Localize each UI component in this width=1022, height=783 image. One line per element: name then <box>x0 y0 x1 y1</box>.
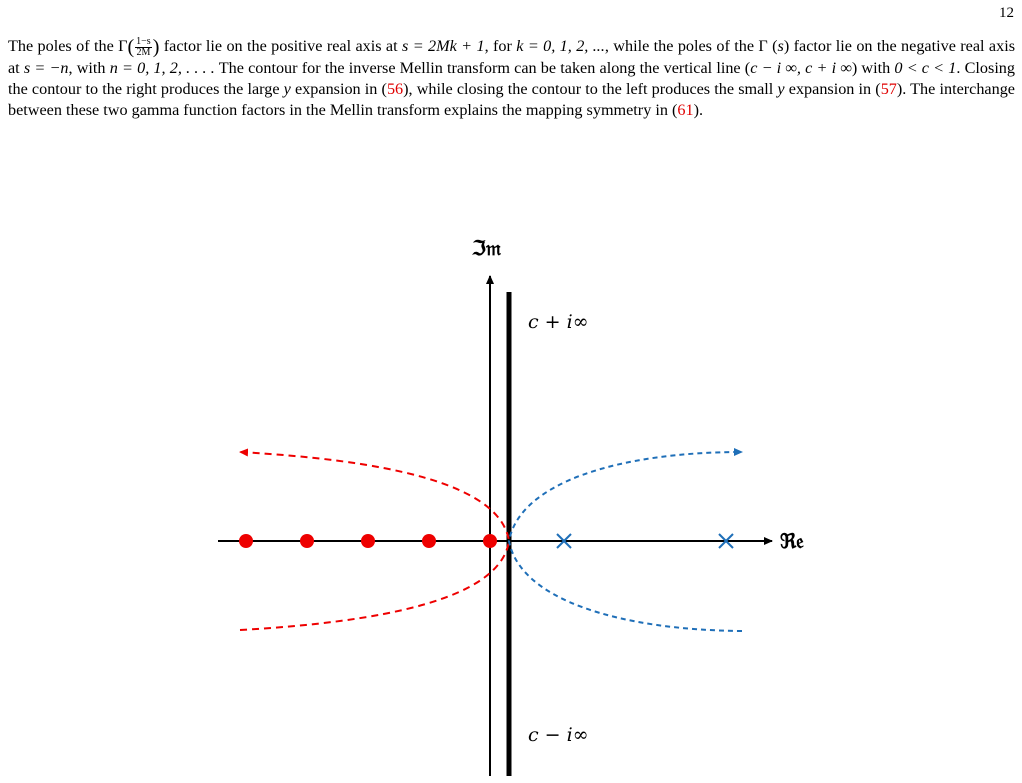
text-span: , while the poles of the Γ ( <box>604 37 778 55</box>
close-paren: ) <box>152 35 160 58</box>
text-span: ), while closing the contour to the left produces the small <box>403 79 778 98</box>
equation-reference-link[interactable]: 61 <box>677 100 694 119</box>
text-span: . Closing the contour to the right produces the large <box>8 58 1015 98</box>
text-span: , with <box>68 58 110 77</box>
math-inline: y <box>777 79 785 98</box>
page-number: 12 <box>999 5 1014 21</box>
left-pole <box>483 534 497 548</box>
imaginary-axis-label: ℑ𝔪 <box>472 236 501 260</box>
math-inline: s <box>777 37 784 55</box>
math-inline: 0 < c < 1 <box>894 58 957 77</box>
math-inline: y <box>283 79 291 98</box>
text-span: The contour for the inverse Mellin transform can be taken along the vertical line ( <box>214 58 751 77</box>
contour-top-label: c + i∞ <box>528 311 589 333</box>
math-inline: c − i ∞, c + i ∞ <box>750 58 852 77</box>
left-pole <box>422 534 436 548</box>
equation-reference-link[interactable]: 56 <box>386 79 404 98</box>
text-span: ). <box>693 100 703 119</box>
text-span: expansion in ( <box>290 79 387 98</box>
fraction-numerator: 1−s <box>136 35 151 47</box>
math-inline: s = −n <box>23 58 69 77</box>
real-axis-label: ℜ𝔢 <box>780 529 804 553</box>
math-inline: k = 0, 1, 2, ... <box>516 37 605 55</box>
text-span: factor lie on the positive real axis at <box>159 37 403 55</box>
equation-reference-link[interactable]: 57 <box>880 79 897 98</box>
text-span: expansion in ( <box>784 79 881 98</box>
text-span: , for <box>484 37 517 55</box>
text-span: ) factor lie on the negative real axis at <box>8 37 1015 77</box>
text-span: The poles of the Γ <box>8 37 128 55</box>
left-pole <box>239 534 253 548</box>
fraction-denominator: 2M <box>136 46 151 58</box>
math-inline: s = 2Mk + 1 <box>402 37 485 55</box>
text-span: ) with <box>851 58 895 77</box>
open-paren: ( <box>127 35 135 58</box>
left-pole <box>361 534 375 548</box>
contour-bottom-label: c − i∞ <box>528 724 589 746</box>
math-inline: n = 0, 1, 2, . . . . <box>109 58 215 77</box>
text-span: ). The interchange between these two gamma function factors in the Mellin transform explains the mapping symmetry in ( <box>8 79 1015 119</box>
left-pole <box>300 534 314 548</box>
